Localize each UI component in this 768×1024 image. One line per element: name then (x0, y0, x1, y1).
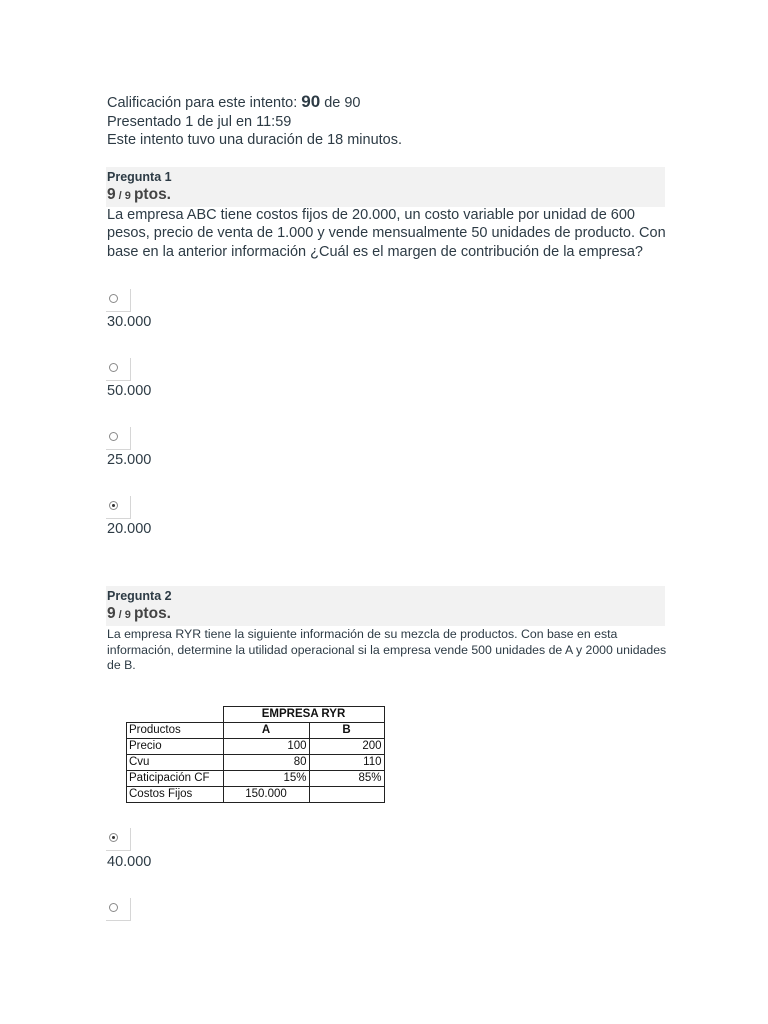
table-cell: 85% (309, 771, 384, 787)
table-row (127, 755, 385, 771)
grade-line (107, 93, 402, 113)
points-label: ptos. (133, 605, 171, 622)
table-row (127, 787, 385, 803)
table-cell: Costos Fijos (127, 787, 224, 803)
radio-option-1-1[interactable] (106, 289, 131, 312)
points-earned: 9 (107, 186, 116, 203)
question-1-header (106, 167, 665, 207)
answer-option-label: 25.000 (107, 452, 152, 468)
radio-icon (109, 903, 118, 912)
attempt-duration: Este intento tuvo una duración de 18 minutos. (107, 132, 403, 148)
grade-suffix: de 90 (320, 95, 361, 111)
points-total: / 9 (115, 609, 134, 621)
question-1-text: La empresa ABC tiene costos fijos de 20.000, un costo variable por unidad de 600 pesos, precio de venta de 1.000 y vende mensualmente 50 unidades de producto. Con base en la anterior información ¿Cuál es el margen de contribución de la empresa? (107, 207, 666, 260)
points-label: ptos. (133, 186, 171, 203)
table-cell (309, 787, 384, 803)
radio-icon (109, 294, 118, 303)
table-header-cell: A (223, 723, 309, 739)
table-cell: 110 (309, 755, 384, 771)
empresa-ryr-table (126, 706, 385, 803)
question-2-title: Pregunta 2 (107, 589, 172, 603)
table-row (127, 771, 385, 787)
table-header-row (127, 723, 385, 739)
answer-option-label: 50.000 (107, 383, 152, 399)
attempt-summary (107, 93, 402, 150)
radio-selected-icon (109, 833, 118, 842)
answer-option-label: 20.000 (107, 521, 152, 537)
radio-selected-icon (109, 501, 118, 510)
table-cell: Cvu (127, 755, 224, 771)
question-2-header (106, 586, 665, 626)
submitted-date: Presentado 1 de jul en 11:59 (107, 113, 292, 130)
table-cell: Precio (127, 739, 224, 755)
table-cell: 100 (223, 739, 309, 755)
question-2-points (107, 604, 665, 624)
table-cell: 150.000 (223, 787, 309, 803)
table-cell: Paticipación CF (127, 771, 224, 787)
table-title: EMPRESA RYR (223, 707, 384, 723)
question-1-points (107, 185, 665, 205)
radio-icon (109, 363, 118, 372)
answer-option-label: 40.000 (107, 854, 152, 870)
question-1-title: Pregunta 1 (107, 170, 172, 184)
radio-option-2-1[interactable] (106, 828, 131, 851)
radio-option-1-4[interactable] (106, 496, 131, 519)
table-header-cell: B (309, 723, 384, 739)
radio-option-1-3[interactable] (106, 427, 131, 450)
question-2-text: La empresa RYR tiene la siguiente información de su mezcla de productos. Con base en esta información, determine la utilidad operacional si la empresa vende 500 unidades de A y 2000 unidades de B. (107, 627, 667, 672)
grade-prefix: Calificación para este intento: (107, 95, 302, 111)
radio-icon (109, 432, 118, 441)
table-corner-cell (127, 707, 224, 723)
table-row (127, 739, 385, 755)
table-header-cell: Productos (127, 723, 224, 739)
table-cell: 80 (223, 755, 309, 771)
grade-score: 90 (301, 92, 321, 111)
points-total: / 9 (115, 190, 134, 202)
table-cell: 15% (223, 771, 309, 787)
answer-option-label: 30.000 (107, 314, 152, 330)
points-earned: 9 (107, 605, 116, 622)
radio-option-2-2[interactable] (106, 898, 131, 921)
radio-option-1-2[interactable] (106, 358, 131, 381)
table-cell: 200 (309, 739, 384, 755)
